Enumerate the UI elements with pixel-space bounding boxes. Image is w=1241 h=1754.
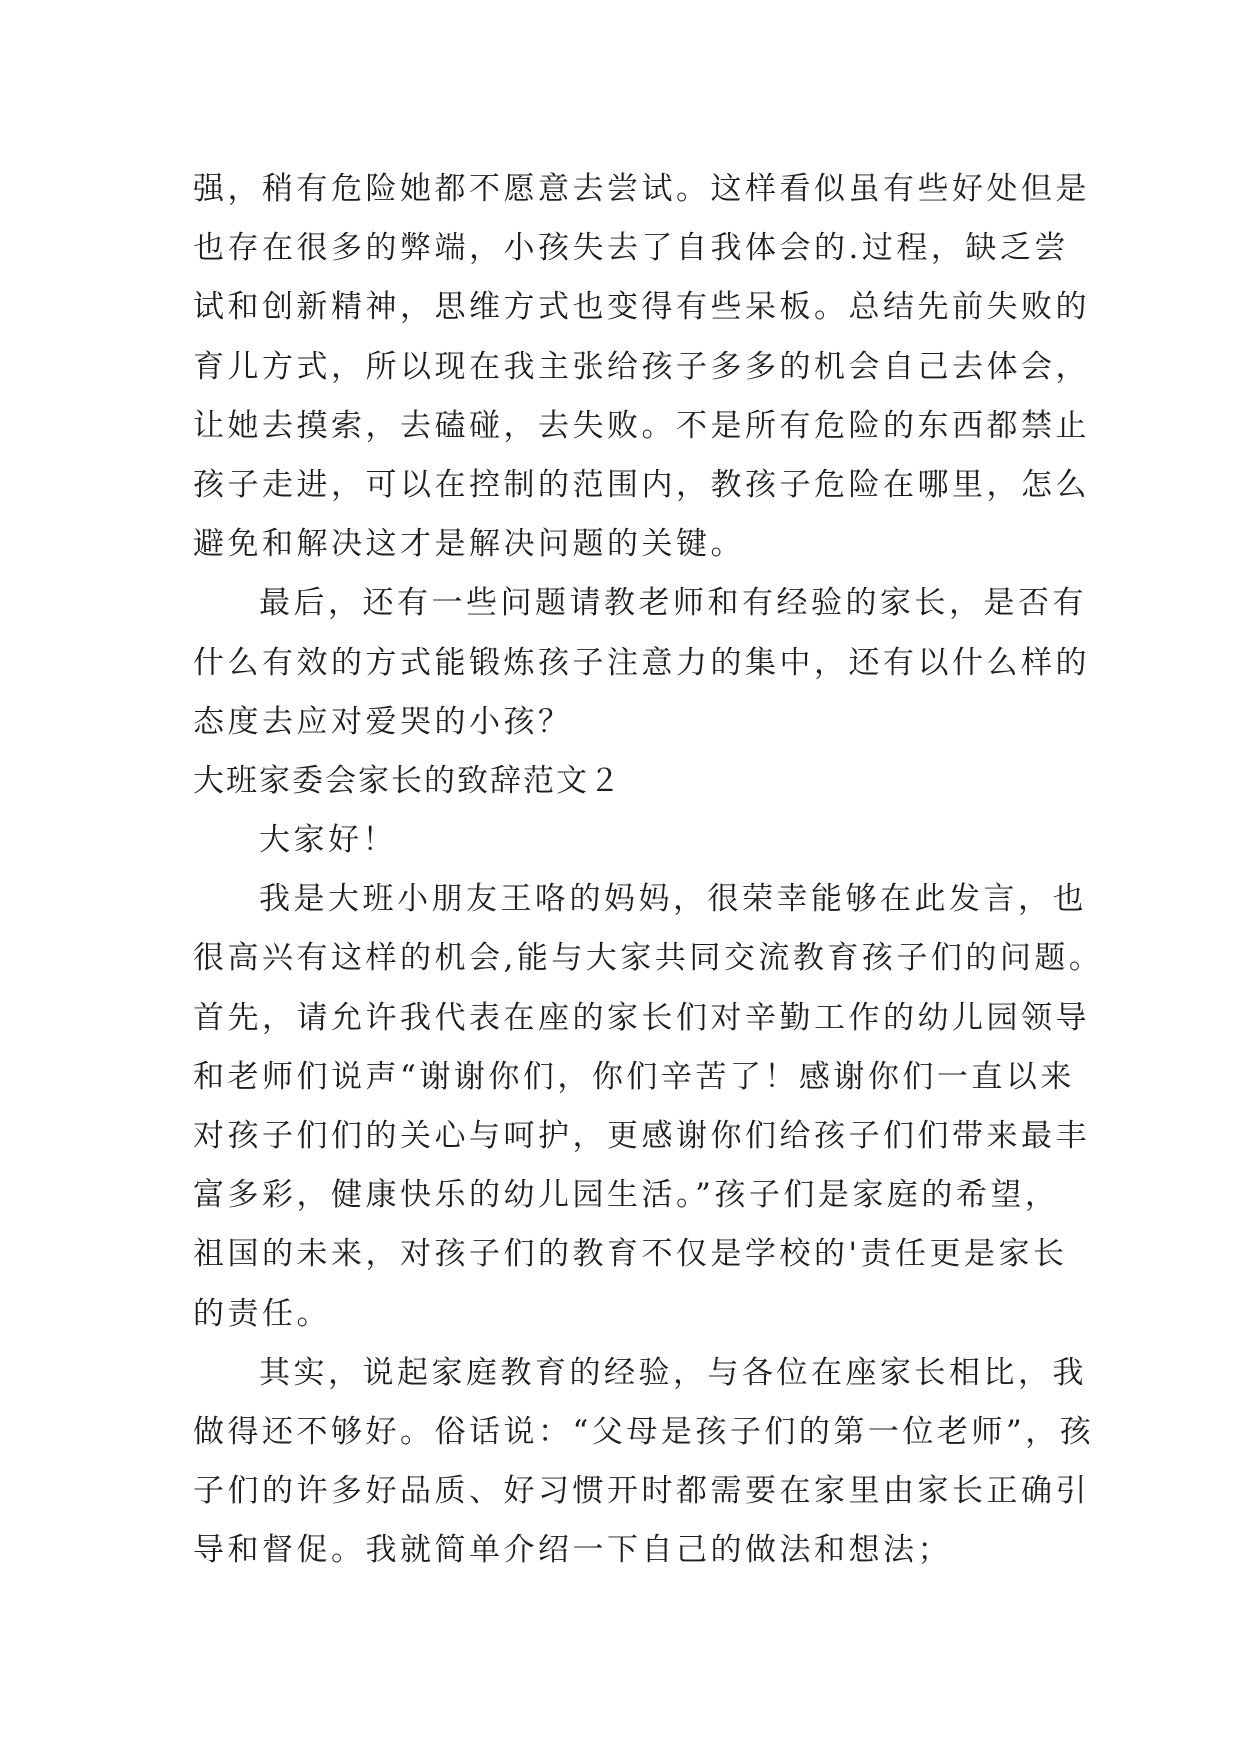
paragraph-line: 什么有效的方式能锻炼孩子注意力的集中，还有以什么样的 [193,644,1090,681]
paragraph-line: 试和创新精神，思维方式也变得有些呆板。总结先前失败的 [193,289,1090,326]
paragraph-line: 我是大班小朋友王咯的妈妈，很荣幸能够在此发言，也 [259,881,1087,918]
paragraph-line: 态度去应对爱哭的小孩？ [193,703,573,740]
paragraph-line: 首先，请允许我代表在座的家长们对辛勤工作的幼儿园领导 [193,999,1090,1036]
paragraph-line: 强，稍有危险她都不愿意去尝试。这样看似虽有些好处但是 [193,171,1090,207]
paragraph-line: 避免和解决这才是解决问题的关键。 [193,526,745,563]
paragraph-line: 其实，说起家庭教育的经验，与各位在座家长相比，我 [259,1354,1087,1391]
section-title: 大班家委会家长的致辞范文２ [193,762,622,799]
paragraph-line: 的责任。 [193,1295,331,1332]
document-body [193,160,1104,1581]
greeting: 大家好！ [259,822,397,859]
paragraph-line: 育儿方式，所以现在我主张给孩子多多的机会自己去体会， [193,348,1090,385]
paragraph-line: 很高兴有这样的机会,能与大家共同交流教育孩子们的问题。 [193,940,1104,977]
paragraph-line: 也存在很多的弊端，小孩失去了自我体会的.过程，缺乏尝 [193,230,1069,267]
paragraph-line: 和老师们说声“谢谢你们，你们辛苦了！感谢你们一直以来 [193,1058,1075,1095]
paragraph-line: 对孩子们们的关心与呵护，更感谢你们给孩子们们带来最丰 [193,1118,1090,1154]
paragraph-line: 导和督促。我就简单介绍一下自己的做法和想法； [193,1532,952,1569]
paragraph-line: 最后，还有一些问题请教老师和有经验的家长，是否有 [259,585,1087,622]
paragraph-line: 孩子走进，可以在控制的范围内，教孩子危险在哪里，怎么 [193,466,1090,503]
paragraph-line: 祖国的未来，对孩子们的教育不仅是学校的'责任更是家长 [193,1236,1068,1273]
paragraph-line: 做得还不够好。俗话说：“父母是孩子们的第一位老师”，孩 [193,1413,1095,1450]
paragraph-line: 富多彩，健康快乐的幼儿园生活。”孩子们是家庭的希望， [193,1177,1060,1214]
paragraph-line: 子们的许多好品质、好习惯开时都需要在家里由家长正确引 [193,1473,1090,1510]
paragraph-line: 让她去摸索，去磕碰，去失败。不是所有危险的东西都禁止 [193,407,1090,444]
